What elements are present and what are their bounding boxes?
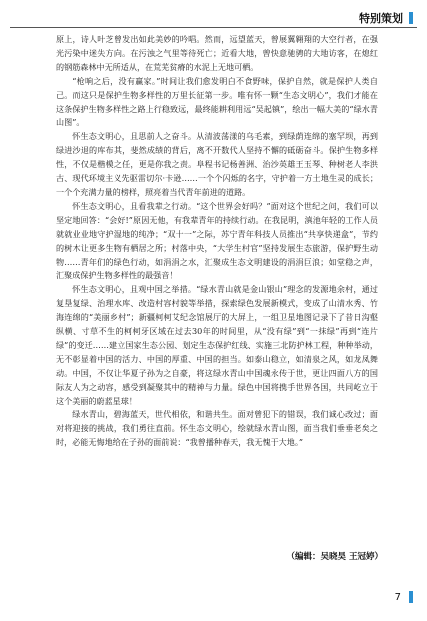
paragraph: “枪响之后，没有赢家。”时间让我们愈发明白不食野味，保护自然，就是保护人类自己。而这只是保护生物多样性的万里长征第一步。唯有怀一颗“生态文明心”，我们才能在这条保护生物多样性之路上行稳致远，最终能耕利用远“吴起镇”，绘出一幅大美的“绿水青山图”。 — [56, 75, 378, 128]
paragraph: 怀生态文明心，且观中国之举措。“绿水青山就是金山银山”理念的发源地余村，通过复垦复绿、治理水库、改造村容村貌等举措，探索绿色发展新模式，变成了山清水秀、竹海连绵的“美丽乡村”；新疆柯柯艾纪念馆展厅的大屏上，一组卫星地图记录下了昔日沟壑纵横、寸草不生的柯柯牙区域在过去30年的时间里，从“没有绿”到“一抹绿”再到“连片绿”的变迁……建立国家生态公园、划定生态保护红线、实施三北防护林工程，种种举动，无不彰显着中国的活力、中国的厚重、中国的担当。如泰山稳立，如清泉之风，如龙凤舞动。中国，不仅让华夏子孙为之自豪，将这绿水青山中国魂永传于世，更让四面八方的国际友人为之动容，感受到凝聚其中的精神与力量。绿色中国将携手世界各国，共同屹立于这个美丽的蔚蓝星球！ — [56, 284, 378, 406]
paragraph: 原上，诗人叶芝曾发出如此美妙的吟唱。然而，远望蓝天，曾展翼翱翔的大空行者，在强光污染中迷失方向。在污浊之气里等待死亡；近看大地，曾快意驰骋的大地访客，在熄红的钢筋森林中无所适从，在荒芜贫瘠的水泥上无地可栖。 — [56, 34, 378, 72]
header-accent-bar — [409, 12, 413, 24]
paragraph: 怀生态文明心，且思前人之奋斗。从清波荡漾的乌毛素，到绿荫连绵的塞罕坝，再到绿进沙退的库布其，斐然成绩的背后，离不开数代人坚持不懈的砥砺奋斗。保护生物多样性，不仅是楷模之任，更是你我之责。阜程书记杨善洲、治沙英雄王玉琴、种树老人李洪古、现代环境主义先驱雷切尔·卡逊……一个个闪烁的名字，守护着一方土地生灵的成长；一个个充满力量的榜样，照亮着当代青年前进的道路。 — [56, 131, 378, 197]
page-number: 7 — [394, 591, 401, 603]
paragraph: 绿水青山，碧海蓝天，世代相依，和谐共生。面对曾犯下的错误，我们诚心改过；面对将迎接的挑战，我们勇往直前。怀生态文明心，绘就绿水青山图，面当我们垂垂老矣之时，必能无悔地给在子孙的面前说：“我曾播种春天，我无愧于大地。” — [56, 409, 378, 448]
paragraph: 怀生态文明心，且看我辈之行动。“这个世界会好吗？”面对这个世纪之问，我们可以坚定地回答：“会好!”原因无他，有我辈青年的持续行动。在我昆明，滇池年轻的工作人员就就业业地守护湿地的纯净；“双十一”之际，苏宁青年科技人员推出“共享快递盒”，节约的树木让更多生物有栖居之所；村落中央，“大学生村官”坚持发展生态旅游，保护野生动物……青年们的绿色行动，如涓涓之水，汇聚成生态文明建设的涓涓巨浪；如堂稳之声，汇聚成保护生物多样性的最强音！ — [56, 200, 378, 281]
header-divider — [10, 27, 417, 28]
editor-byline: （编辑：吴晓昊 王冠婷） — [286, 552, 383, 562]
page-footer — [395, 591, 413, 603]
article-body — [56, 33, 378, 450]
section-header — [359, 10, 413, 26]
section-title: 特别策划 — [359, 12, 403, 25]
footer-accent-bar — [409, 591, 413, 603]
